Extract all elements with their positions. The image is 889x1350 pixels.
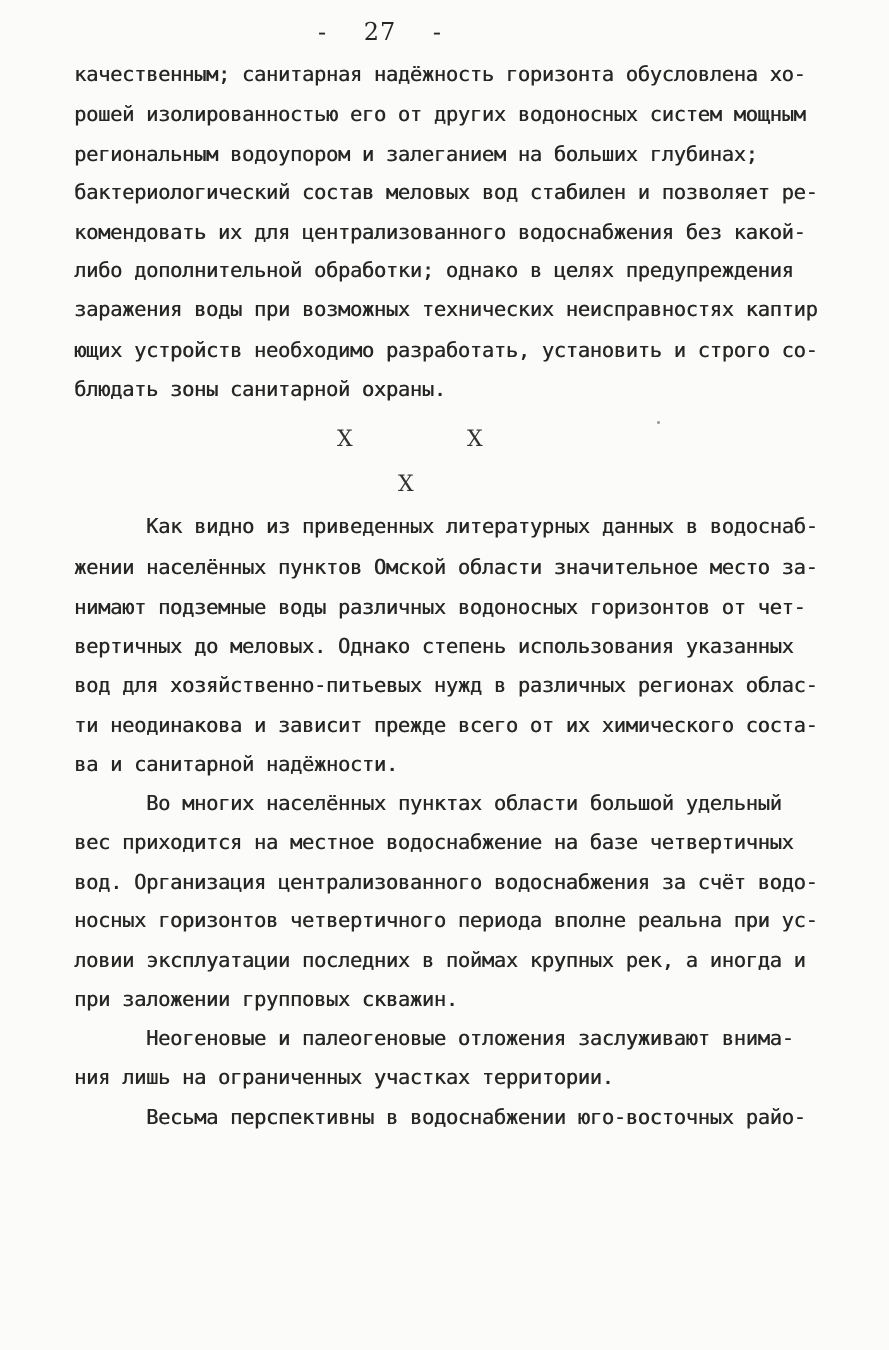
separator-mark: X (398, 472, 414, 497)
page-number-dash-left: - (317, 18, 328, 46)
text-line: либо дополнительной обработки; однако в целях предупреждения (74, 258, 794, 282)
text-line: заражения воды при возможных технических неисправностях каптир (74, 297, 818, 321)
text-line: Как видно из приведенных литературных данных в водоснаб- (146, 514, 818, 538)
text-line: комендовать их для централизованного водоснабжения без какой- (74, 220, 806, 244)
text-line: вертичных до меловых. Однако степень использования указанных (74, 634, 794, 658)
scan-speck (657, 421, 660, 424)
text-line: вес приходится на местное водоснабжение на базе четвертичных (74, 830, 794, 854)
text-line: рошей изолированностью его от других водоносных систем мощным (74, 102, 806, 126)
page-number (0, 18, 760, 46)
page-number-value: 27 (363, 18, 397, 46)
text-line: качественным; санитарная надёжность горизонта обусловлена хо- (74, 62, 806, 86)
text-line: нимают подземные воды различных водоносных горизонтов от чет- (74, 595, 806, 619)
text-line: Весьма перспективны в водоснабжении юго-восточных райо- (146, 1105, 806, 1129)
text-line: ва и санитарной надёжности. (74, 752, 398, 776)
text-line: Неогеновые и палеогеновые отложения заслуживают внима- (146, 1026, 794, 1050)
page-number-dash-right: - (432, 18, 443, 46)
separator-mark: X (337, 427, 353, 452)
text-line: вод для хозяйственно-питьевых нужд в различных регионах облас- (74, 673, 818, 697)
text-line: блюдать зоны санитарной охраны. (74, 377, 446, 401)
separator-mark: X (467, 427, 483, 452)
text-line: при заложении групповых скважин. (74, 987, 458, 1011)
text-line: ти неодинакова и зависит прежде всего от их химического соста- (74, 713, 818, 737)
text-line: бактериологический состав меловых вод стабилен и позволяет ре- (74, 180, 818, 204)
text-line: ния лишь на ограниченных участках территории. (74, 1065, 614, 1089)
text-line: ющих устройств необходимо разработать, установить и строго со- (74, 338, 818, 362)
text-line: региональным водоупором и залеганием на больших глубинах; (74, 142, 758, 166)
text-line: жении населённых пунктов Омской области значительное место за- (74, 555, 818, 579)
text-line: ловии эксплуатации последних в поймах крупных рек, а иногда и (74, 948, 806, 972)
text-line: носных горизонтов четвертичного периода вполне реальна при ус- (74, 908, 818, 932)
text-line: вод. Организация централизованного водоснабжения за счёт водо- (74, 870, 818, 894)
text-line: Во многих населённых пунктах области большой удельный (146, 791, 782, 815)
